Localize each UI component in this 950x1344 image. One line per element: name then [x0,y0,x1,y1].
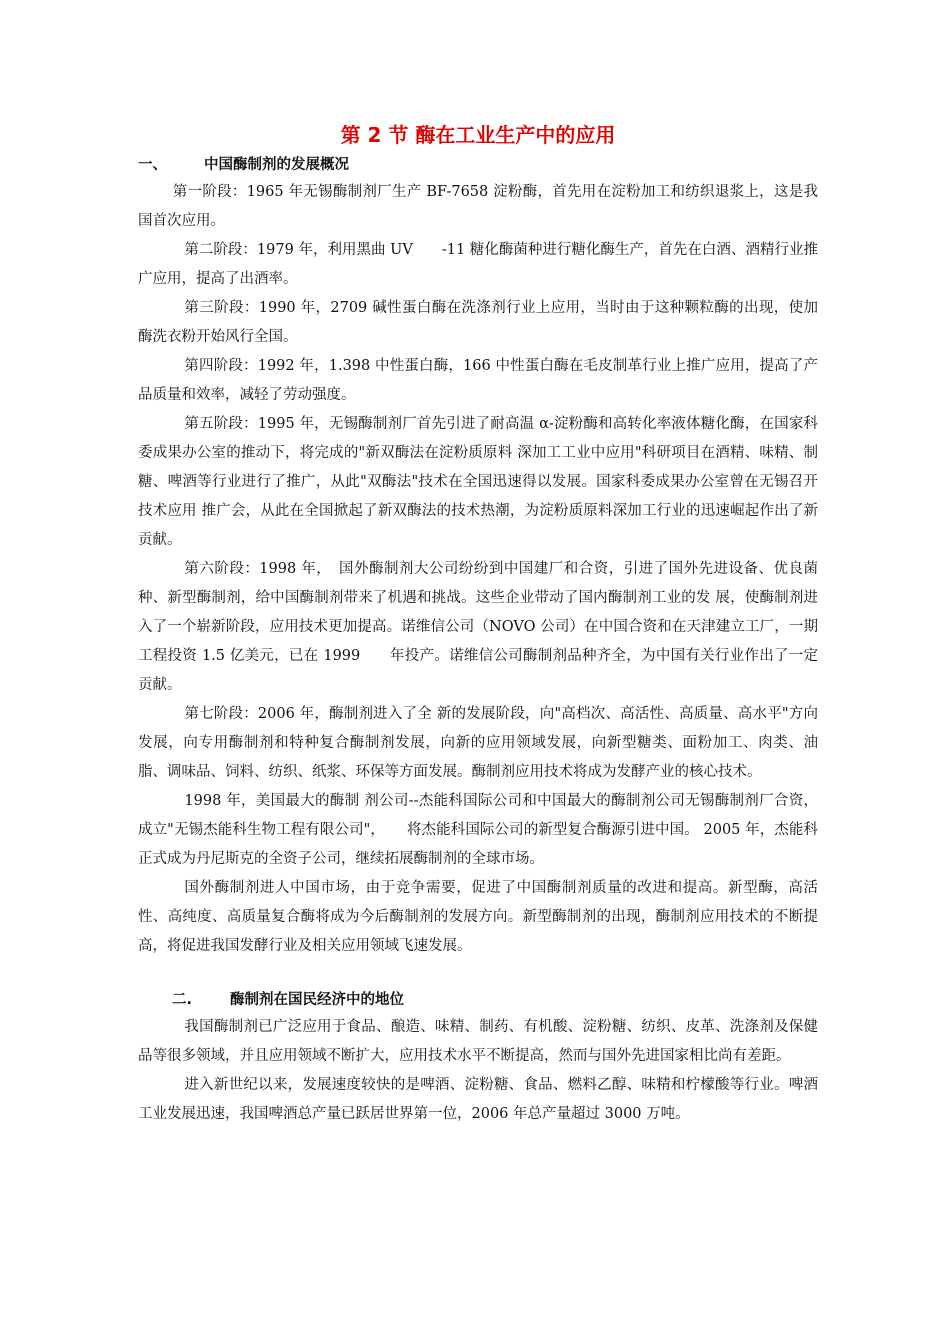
paragraph-stage-7: 第七阶段：2006 年，酶制剂进入了全 新的发展阶段，向"高档次、高活性、高质量、高水平"方向发展，向专用酶制剂和特种复合酶制剂发展，向新的应用领域发展，向新型糖类、面粉加工、肉类、油 脂、调味品、饲料、纺织、纸浆、环保等方面发展。酶制剂应用技术将成为发酵产业的核心技术。 [138,706,818,780]
paragraph-stage-1: 第一阶段：1965 年无锡酶制剂厂生产 BF-7658 淀粉酶，首先用在淀粉加工和纺织退浆上，这是我国首次应用。 [138,184,818,229]
paragraph-foreign-enzymes: 国外酶制剂进人中国市场，由于竞争需要，促进了中国酶制剂质量的改进和提高。新型酶，高活性、高纯度、高质量复合酶将成为今后酶制剂的发展方向。新型酶制剂的出现，酶制剂应用技术的不断提高，将促进我国发酵行业及相关应用领域飞速发展。 [138,880,818,954]
section-1-title: 中国酶制剂的发展概况 [204,157,349,173]
section-1-number: 一、 [138,157,167,173]
section-1-heading [138,152,818,178]
paragraph-stage-3: 第三阶段：1990 年，2709 碱性蛋白酶在洗涤剂行业上应用，当时由于这种颗粒酶的出现，使加酶洗衣粉开始风行全国。 [138,300,818,345]
paragraph-stage-4: 第四阶段：1992 年，1.398 中性蛋白酶，166 中性蛋白酶在毛皮制革行业上推广应用，提高了产品质量和效率，减轻了劳动强度。 [138,358,818,403]
paragraph-stage-2: 第二阶段：1979 年，利用黑曲 UV -11 糖化酶菌种进行糖化酶生产，首先在白酒、酒精行业推广应用，提高了出酒率。 [138,242,818,287]
paragraph-stage-6: 第六阶段：1998 年， 国外酶制剂大公司纷纷到中国建厂和合资，引进了国外先进设备、优良菌种、新型酶制剂，给中国酶制剂带来了机遇和挑战。这些企业带动了国内酶制剂工业的发 展，使酶制剂进入了一个崭新阶段，应用技术更加提高。诺维信公司（NOVO 公司）在中国合资和在天津建立工厂，一期工程投资 1.5 亿美元，已在 1999 年投产。诺维信公司酶制剂品种齐全，为中国有关行业作出了一定贡献。 [138,561,818,693]
section-2-heading [138,987,818,1013]
paragraph-genencor: 1998 年，美国最大的酶制 剂公司--杰能科国际公司和中国最大的酶制剂公司无锡酶制剂厂合资，成立"无锡杰能科生物工程有限公司"， 将杰能科国际公司的新型复合酶源引进中国。 2005 年，杰能科正式成为丹尼斯克的全资子公司，继续拓展酶制剂的全球市场。 [138,793,818,867]
section-2-title: 酶制剂在国民经济中的地位 [230,992,404,1008]
paragraph-stage-5: 第五阶段：1995 年，无锡酶制剂厂首先引进了耐高温 α-淀粉酶和高转化率液体糖化酶，在国家科委成果办公室的推动下，将完成的"新双酶法在淀粉质原料 深加工工业中应用"科研项目在酒精、味精、制糖、啤酒等行业进行了推广，从此"双酶法"技术在全国迅速得以发展。国家科委成果办公室曾在无锡召开技术应用 推广会，从此在全国掀起了新双酶法的技术热潮，为淀粉质原料深加工行业的迅速崛起作出了新贡献。 [138,416,818,548]
paragraph-new-century: 进入新世纪以来，发展速度较快的是啤酒、淀粉糖、食品、燃料乙醇、味精和柠檬酸等行业。啤酒工业发展迅速，我国啤酒总产量已跃居世界第一位，2006 年总产量超过 3000 万吨。 [138,1077,818,1122]
document-page [138,120,818,1129]
paragraph-applications: 我国酶制剂已广泛应用于食品、酿造、味精、制药、有机酸、淀粉糖、纺织、皮革、洗涤剂及保健品等很多领域，并且应用领域不断扩大，应用技术水平不断提高，然而与国外先进国家相比尚有差距。 [138,1019,818,1064]
section-gap [138,961,818,987]
page-title: 第 2 节 酶在工业生产中的应用 [340,123,616,147]
section-2-number: 二. [172,992,193,1008]
